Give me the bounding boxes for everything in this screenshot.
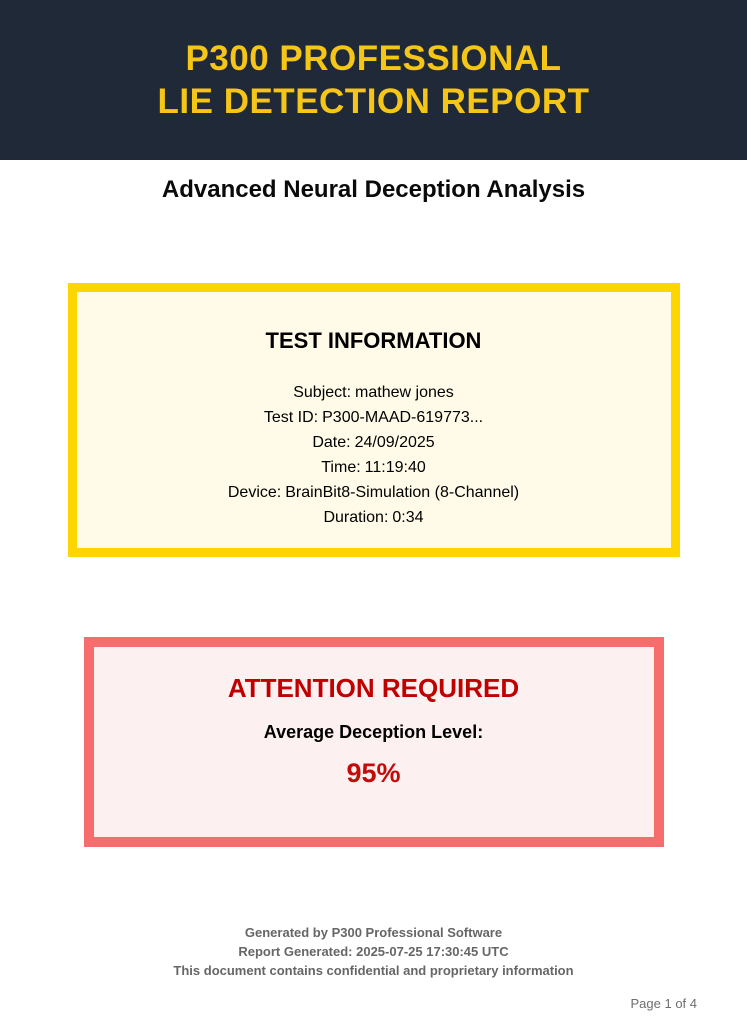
- report-header: [0, 0, 747, 160]
- field-value: 11:19:40: [364, 459, 426, 476]
- field-value: BrainBit8-Simulation (8-Channel): [285, 484, 520, 501]
- page-indicator: Page 1 of 4: [630, 996, 697, 1011]
- deception-level-label: Average Deception Level:: [263, 722, 484, 742]
- field-value: P300-MAAD-619773...: [322, 409, 484, 426]
- field-label: Device:: [227, 484, 282, 501]
- report-footer: [0, 923, 747, 980]
- report-title-line1: P300 PROFESSIONAL: [185, 39, 562, 78]
- field-label: Test ID:: [263, 409, 319, 426]
- field-value: 0:34: [392, 509, 424, 526]
- footer-confidential-notice: This document contains confidential and proprietary information: [173, 963, 574, 978]
- field-label: Date:: [312, 434, 351, 451]
- info-field-subject: [77, 380, 671, 405]
- field-value: mathew jones: [355, 384, 454, 401]
- field-label: Duration:: [323, 509, 389, 526]
- info-field-test-id: [77, 405, 671, 430]
- info-field-time: [77, 455, 671, 480]
- test-info-heading: TEST INFORMATION: [265, 328, 482, 353]
- report-title-line2: LIE DETECTION REPORT: [157, 82, 590, 121]
- alert-heading: ATTENTION REQUIRED: [227, 673, 520, 703]
- test-info-box: [68, 283, 680, 557]
- info-field-device: [77, 480, 671, 505]
- report-title: [158, 37, 590, 123]
- field-label: Subject:: [293, 384, 352, 401]
- info-field-duration: [77, 505, 671, 530]
- info-field-date: [77, 430, 671, 455]
- report-subtitle: Advanced Neural Deception Analysis: [161, 176, 586, 203]
- deception-level-value: 95%: [346, 758, 401, 788]
- footer-generated-by: Generated by P300 Professional Software: [244, 925, 503, 940]
- footer-report-generated: Report Generated: 2025-07-25 17:30:45 UTC: [238, 944, 509, 959]
- attention-alert-box: [84, 637, 664, 847]
- field-label: Time:: [321, 459, 361, 476]
- field-value: 24/09/2025: [354, 434, 435, 451]
